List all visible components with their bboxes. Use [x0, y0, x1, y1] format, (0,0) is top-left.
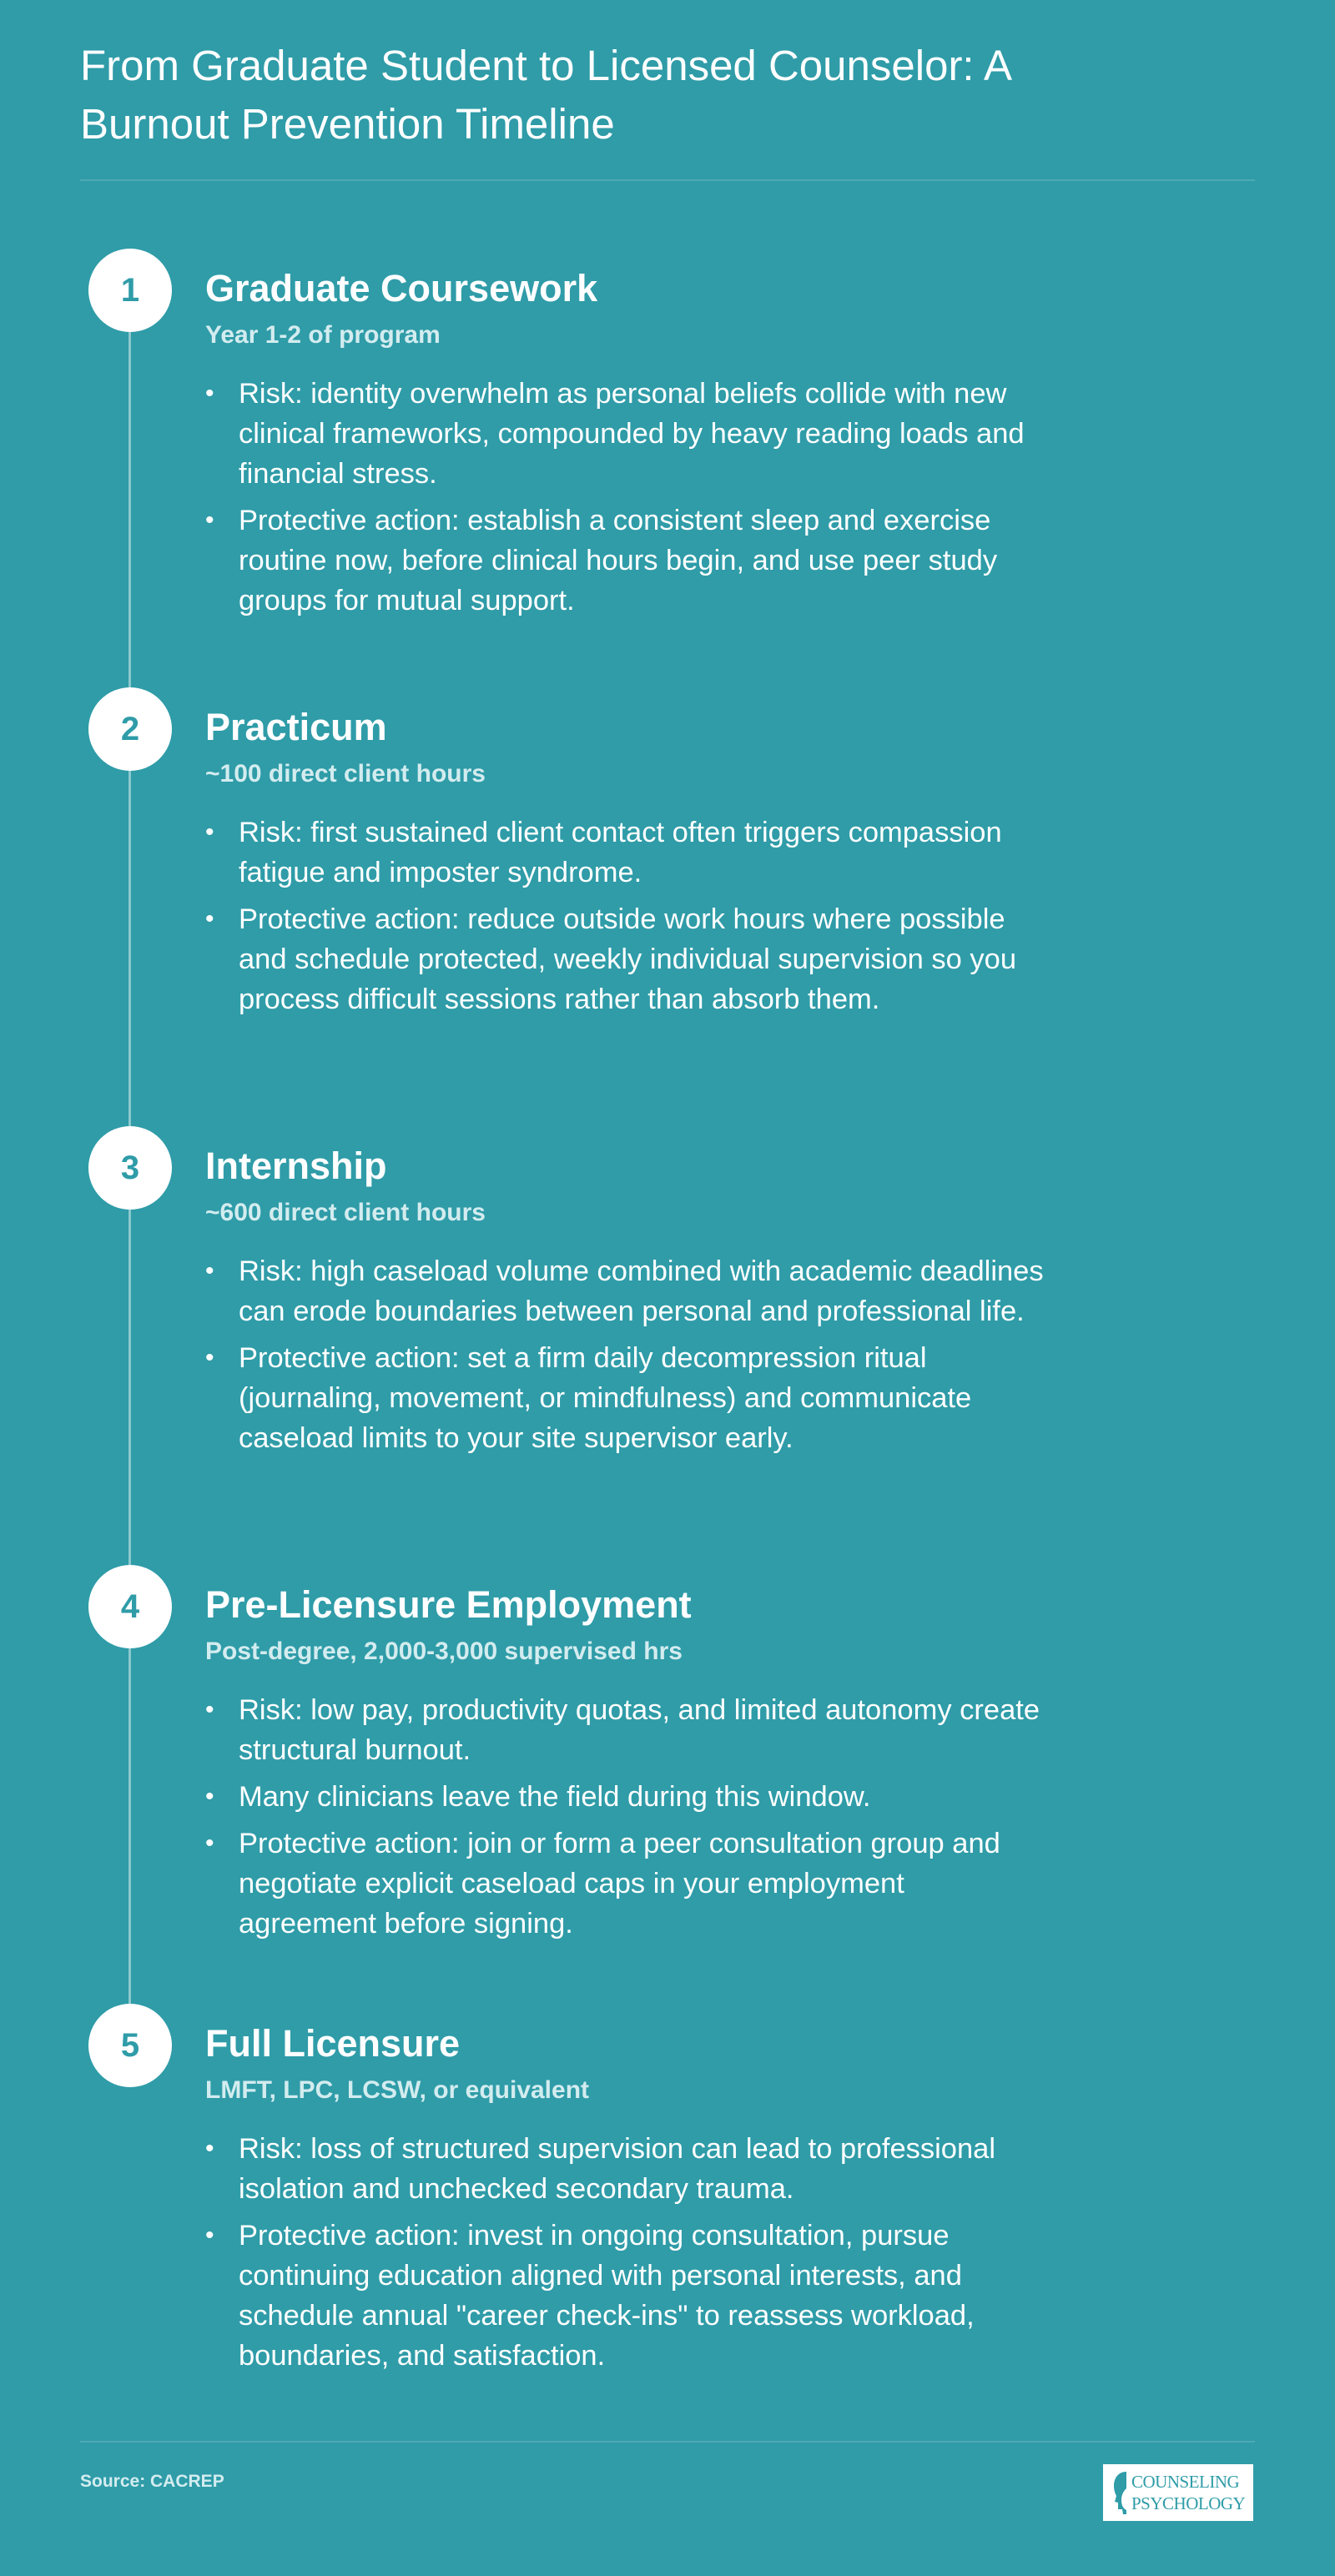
stage-subtitle: LMFT, LPC, LCSW, or equivalent — [205, 2076, 590, 2104]
stage-point: • Risk: identity overwhelm as personal beliefs collide with new clinical frameworks, compounded by heavy reading loads and financial stress. — [205, 374, 1048, 494]
counseling-psychology-logo — [1101, 2463, 1255, 2523]
stage-number-badge: 1 — [88, 249, 172, 332]
source-note: Source: CACREP — [80, 2472, 224, 2491]
stage-point: • Protective action: set a firm daily decompression ritual (journaling, movement, or mindfulness) and communicate caseload limits to your site supervisor early. — [205, 1338, 1048, 1458]
logo-text — [1131, 2471, 1245, 2514]
page-title: From Graduate Student to Licensed Counselor: A Burnout Prevention Timeline — [80, 42, 1010, 148]
stage-title: Full Licensure — [205, 2022, 461, 2065]
stage-point: • Risk: loss of structured supervision can lead to professional isolation and unchecked secondary trauma. — [205, 2129, 1048, 2209]
stage-points — [205, 374, 1048, 627]
stage-title: Internship — [205, 1145, 387, 1187]
stage-subtitle: ~100 direct client hours — [205, 760, 486, 787]
logo-text-line: PSYCHOLOGY — [1131, 2493, 1246, 2513]
stage-number-badge: 3 — [88, 1126, 172, 1210]
stage-title: Practicum — [205, 706, 387, 748]
stage-points — [205, 813, 1048, 1026]
footer-divider — [80, 2441, 1255, 2443]
stage-point: • Protective action: reduce outside work hours where possible and schedule protected, weekly individual supervision so you process difficult sessions rather than absorb them. — [205, 899, 1048, 1019]
stage-number-badge: 4 — [88, 1565, 172, 1648]
stage-title: Pre-Licensure Employment — [205, 1583, 692, 1626]
stage-title: Graduate Coursework — [205, 267, 598, 309]
header-divider — [80, 179, 1255, 181]
stage-point: • Risk: low pay, productivity quotas, and limited autonomy create structural burnout. — [205, 1690, 1048, 1770]
stage-number-badge: 2 — [88, 687, 172, 771]
stage-points — [205, 1690, 1048, 1950]
stage-point: • Many clinicians leave the field during this window. — [205, 1777, 1048, 1817]
stage-subtitle: Year 1-2 of program — [205, 321, 441, 349]
head-profile-icon — [1111, 2468, 1130, 2517]
stage-subtitle: ~600 direct client hours — [205, 1199, 486, 1226]
stage-point: • Risk: high caseload volume combined with academic deadlines can erode boundaries between personal and professional life. — [205, 1251, 1048, 1331]
stage-points — [205, 1251, 1048, 1465]
logo-text-line: COUNSELING — [1131, 2472, 1240, 2492]
stage-point: • Protective action: invest in ongoing consultation, pursue continuing education aligned with personal interests, and schedule annual "career check-ins" to reassess workload, boundaries, and satisfaction. — [205, 2216, 1048, 2376]
stage-number-badge: 5 — [88, 2004, 172, 2087]
stage-points — [205, 2129, 1048, 2382]
stage-subtitle: Post-degree, 2,000-3,000 supervised hrs — [205, 1638, 683, 1665]
stage-point: • Protective action: establish a consistent sleep and exercise routine now, before clinical hours begin, and use peer study groups for mutual support. — [205, 501, 1048, 621]
stage-point: • Protective action: join or form a peer consultation group and negotiate explicit caseload caps in your employment agreement before signing. — [205, 1824, 1048, 1944]
stage-point: • Risk: first sustained client contact often triggers compassion fatigue and imposter syndrome. — [205, 813, 1048, 893]
